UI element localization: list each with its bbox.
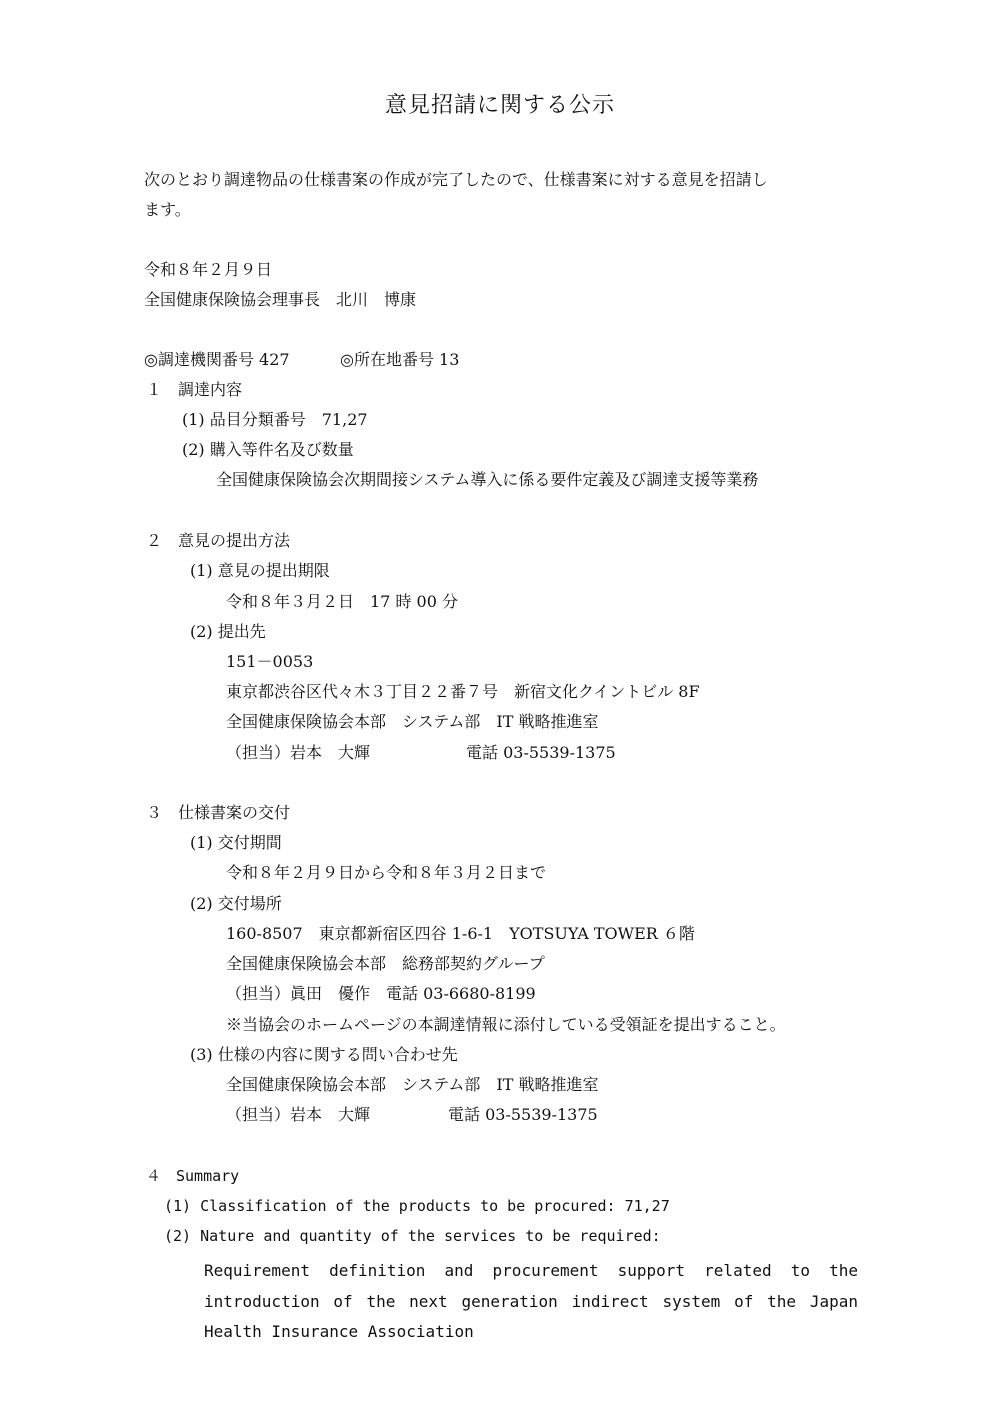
section4-item1: (1) Classification of the products to be procured: 71,27 [164,1197,670,1215]
submission-postal-code: 151－0053 [226,652,314,671]
section1-heading: １ 調達内容 [146,380,243,399]
intro-text-line1: 次のとおり調達物品の仕様書案の作成が完了したので、仕様書案に対する意見を招請し [144,170,768,189]
section3-item3: (3) 仕様の内容に関する問い合わせ先 [190,1045,458,1064]
section4-heading: ４ Summary [146,1167,240,1185]
distribution-department: 全国健康保険協会本部 総務部契約グループ [226,954,545,973]
submission-contact: （担当）岩本 大輝 [226,743,371,762]
submission-department: 全国健康保険協会本部 システム部 IT 戦略推進室 [226,712,599,731]
section4-item2: (2) Nature and quantity of the services to be required: [164,1227,661,1245]
page-title: 意見招請に関する公示 [384,93,615,118]
distribution-period: 令和８年２月９日から令和８年３月２日まで [226,863,547,882]
submission-deadline: 令和８年３月２日 17 時 00 分 [226,592,458,611]
section3-heading: ３ 仕様書案の交付 [146,803,291,822]
submission-phone: 電話 03-5539-1375 [466,743,616,762]
issuer-name: 全国健康保険協会理事長 北川 博康 [144,290,417,309]
section3-item1: (1) 交付期間 [190,833,282,852]
section1-item2-detail: 全国健康保険協会次期間接システム導入に係る要件定義及び調達支援等業務 [216,470,759,489]
submission-address: 東京都渋谷区代々木３丁目２２番７号 新宿文化クイントビル 8F [226,682,700,701]
distribution-address: 160-8507 東京都新宿区四谷 1-6-1 YOTSUYA TOWER ６階 [226,924,695,943]
section1-item1: (1) 品目分類番号 71,27 [182,410,368,429]
section1-item2: (2) 購入等件名及び数量 [182,440,354,459]
distribution-note: ※当協会のホームページの本調達情報に添付している受領証を提出すること。 [226,1015,786,1034]
section2-item1: (1) 意見の提出期限 [190,561,330,580]
inquiry-phone: 電話 03-5539-1375 [448,1105,598,1124]
section4-item2-detail: Requirement definition and procurement support related to the introduction of the next generation indirect system of the Japan Health Insurance Association [204,1261,858,1341]
intro-text-line2: ます。 [144,200,191,219]
distribution-contact: （担当）眞田 優作 電話 03-6680-8199 [226,984,536,1003]
inquiry-contact: （担当）岩本 大輝 [226,1105,371,1124]
section2-heading: ２ 意見の提出方法 [146,531,291,550]
agency-code: ◎調達機関番号 427 [144,350,290,369]
inquiry-department: 全国健康保険協会本部 システム部 IT 戦略推進室 [226,1075,599,1094]
issue-date: 令和８年２月９日 [144,260,273,279]
section3-item2: (2) 交付場所 [190,894,282,913]
location-code: ◎所在地番号 13 [340,350,460,369]
section2-item2: (2) 提出先 [190,622,266,641]
